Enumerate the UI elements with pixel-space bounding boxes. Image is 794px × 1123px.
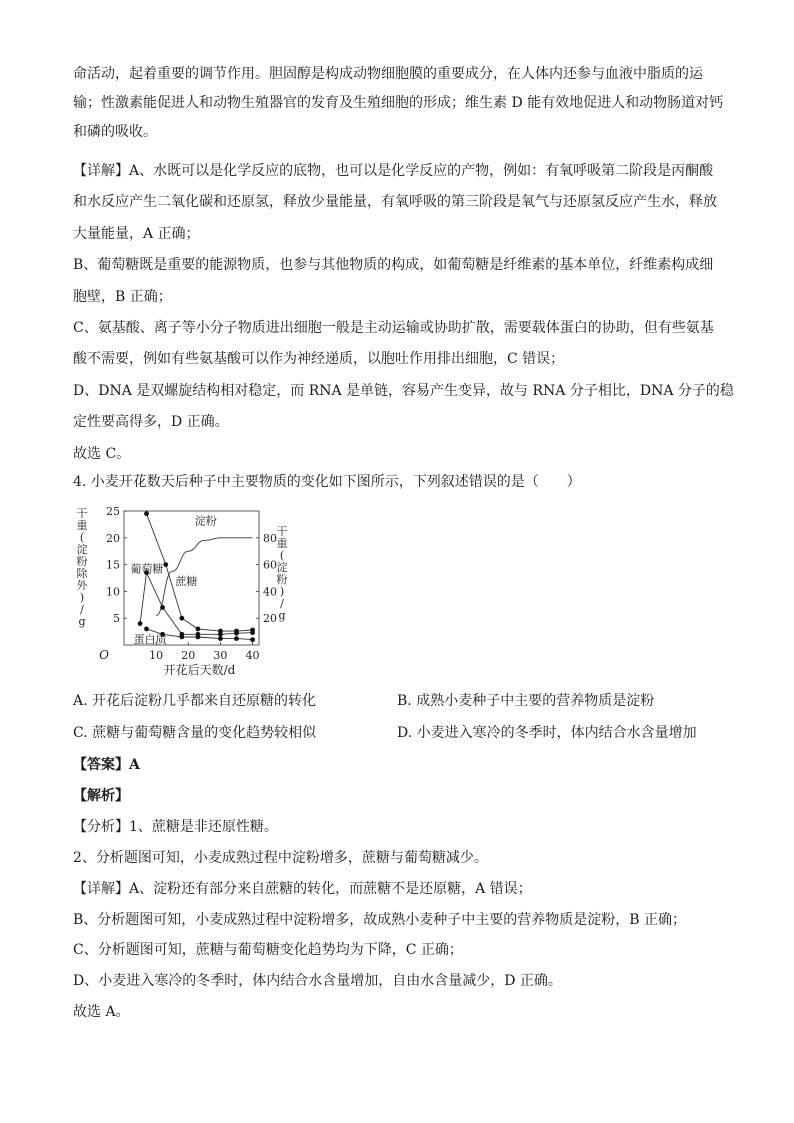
- y-left-tick-label: 5: [113, 612, 120, 626]
- text-line: 胞壁，B 正确；: [73, 288, 172, 305]
- x-tick-label: 40: [245, 649, 260, 662]
- y-right-axis-label-char: /: [280, 597, 284, 610]
- series-point-3: [234, 636, 239, 641]
- series-point-1: [179, 616, 184, 621]
- series-label: 蔗糖: [175, 574, 198, 588]
- series-point-2: [218, 632, 223, 637]
- series-point-2: [160, 605, 165, 610]
- y-right-axis-label-char: 淀: [276, 561, 288, 574]
- y-left-axis-label-char: (: [79, 531, 85, 544]
- analysis-label: 【解析】: [73, 787, 129, 804]
- y-right-axis-label-char: 粉: [276, 573, 288, 586]
- series-label: 淀粉: [194, 514, 217, 528]
- y-left-axis-label-char: /: [80, 603, 84, 616]
- y-right-tick-label: 20: [263, 612, 277, 626]
- q3-detail: [73, 156, 734, 470]
- option-a: A. 开花后淀粉几乎都来自还原糖的转化: [73, 693, 317, 709]
- text-line: B、葡萄糖既是重要的能源物质，也参与其他物质的构成，如葡萄糖是纤维素的基本单位，纤维素构成细: [73, 257, 714, 274]
- series-point-3: [250, 637, 255, 642]
- y-left-axis-label-char: 外: [76, 579, 88, 592]
- answer-label: 【答案】A: [73, 757, 140, 773]
- x-tick-label: 20: [181, 649, 196, 662]
- series-point-3: [144, 627, 149, 632]
- y-left-axis-label-char: 粉: [76, 555, 88, 568]
- y-left-tick-label: 10: [106, 585, 120, 599]
- series-point-1: [196, 627, 201, 632]
- text-line: C、氨基酸、离子等小分子物质进出细胞一般是主动运输或协助扩散，需要载体蛋白的协助，但有些氨基: [73, 320, 714, 337]
- x-tick-label: 10: [149, 649, 164, 662]
- text-line: C、分析题图可知，蔗糖与葡萄糖变化趋势均为下降，C 正确；: [73, 942, 463, 959]
- q3-choice: 故选 C。: [73, 445, 131, 462]
- text-line: 2、分析题图可知，小麦成熟过程中淀粉增多，蔗糖与葡萄糖减少。: [73, 849, 488, 866]
- y-right-axis-label-char: 重: [276, 537, 288, 550]
- text-line: 故选 A。: [73, 1004, 130, 1021]
- x-axis-label: 开花后天数/d: [163, 663, 236, 677]
- series-point-1: [163, 562, 168, 567]
- text-line: 【分析】1、蔗糖是非还原性糖。: [73, 818, 278, 835]
- series-point-2: [234, 631, 239, 636]
- y-right-axis-label-char: g: [278, 609, 286, 622]
- y-left-axis-label-char: 淀: [76, 543, 88, 556]
- text-line: D、小麦进入寒冷的冬季时，体内结合水含量增加，自由水含量减少，D 正确。: [73, 973, 562, 990]
- y-right-axis-label-char: ): [279, 585, 285, 598]
- y-right-tick-label: 80: [263, 531, 277, 545]
- y-left-axis-label-char: 干: [76, 507, 88, 520]
- text-line: D、DNA 是双螺旋结构相对稳定，而 RNA 是单链，容易产生变异，故与 RNA 分子相比，DNA 分子的稳: [73, 382, 734, 399]
- series-label: 葡萄糖: [130, 562, 164, 576]
- text-line: 【详解】A、淀粉还有部分来自蔗糖的转化，而蔗糖不是还原糖，A 错误；: [73, 880, 532, 897]
- text-line: 和磷的吸收。: [73, 124, 157, 140]
- series-point-1: [144, 511, 149, 516]
- q4-answer-analysis: [73, 750, 725, 1028]
- y-left-tick-label: 15: [106, 558, 120, 572]
- text-line: 大量能量，A 正确；: [73, 225, 200, 242]
- y-left-axis-label-char: g: [78, 615, 86, 628]
- y-left-tick-label: 25: [106, 505, 120, 518]
- y-left-axis-label-char: 除: [76, 567, 88, 580]
- q4-stem: [73, 468, 725, 497]
- y-left-tick-label: 20: [106, 531, 120, 545]
- y-left-axis-label-char: 重: [76, 519, 88, 532]
- y-left-axis-label: [77, 507, 89, 628]
- y-left-axis-label-char: ): [79, 591, 85, 604]
- y-right-axis-label-char: 干: [276, 525, 288, 538]
- series-point-3: [179, 635, 184, 640]
- series-line-0: [156, 538, 252, 616]
- origin-label: O: [99, 648, 109, 662]
- y-right-tick-label: 40: [263, 585, 277, 599]
- text-line: 【详解】A、水既可以是化学反应的底物，也可以是化学反应的产物，例如：有氧呼吸第二阶段是丙酮酸: [73, 163, 714, 179]
- y-right-tick-label: 60: [263, 558, 277, 572]
- text-line: 和水反应产生二氧化碳和还原氢，释放少量能量，有氧呼吸的第三阶段是氧气与还原氢反应产生水，释放: [73, 194, 717, 211]
- option-c: C. 蔗糖与葡萄糖含量的变化趋势较相似: [73, 725, 317, 741]
- series-label: 蛋白质: [133, 632, 167, 646]
- x-tick-label: 30: [213, 649, 228, 662]
- text-line: B、分析题图可知，小麦成熟过程中淀粉增多，故成熟小麦种子中主要的营养物质是淀粉，B 正确；: [73, 911, 687, 928]
- intro-paragraph: [73, 60, 725, 147]
- text-line: 酸不需要，例如有些氨基酸可以作为神经递质，以胞吐作用排出细胞，C 错误；: [73, 351, 565, 368]
- series-point-3: [196, 635, 201, 640]
- y-right-axis-label: [277, 525, 288, 622]
- chart-labels: [77, 505, 288, 677]
- series-point-2: [138, 621, 143, 626]
- text-line: 输；性激素能促进人和动物生殖器官的发育及生殖细胞的形成；维生素 D 能有效地促进人和动物肠道对钙: [73, 95, 724, 111]
- option-b: B. 成熟小麦种子中主要的营养物质是淀粉: [397, 693, 655, 709]
- text-line: 定性要高得多，D 正确。: [73, 414, 229, 431]
- text-line: 命活动，起着重要的调节作用。胆固醇是构成动物细胞膜的重要成分，在人体内还参与血液中脂质的运: [73, 66, 703, 82]
- y-right-axis-label-char: (: [279, 549, 285, 562]
- option-d: D. 小麦进入寒冷的冬季时，体内结合水含量增加: [397, 725, 697, 741]
- chart: [72, 503, 292, 681]
- series-point-3: [218, 636, 223, 641]
- series-point-2: [250, 630, 255, 635]
- question-stem: 4. 小麦开花数天后种子中主要物质的变化如下图所示，下列叙述错误的是（ ）: [73, 474, 581, 490]
